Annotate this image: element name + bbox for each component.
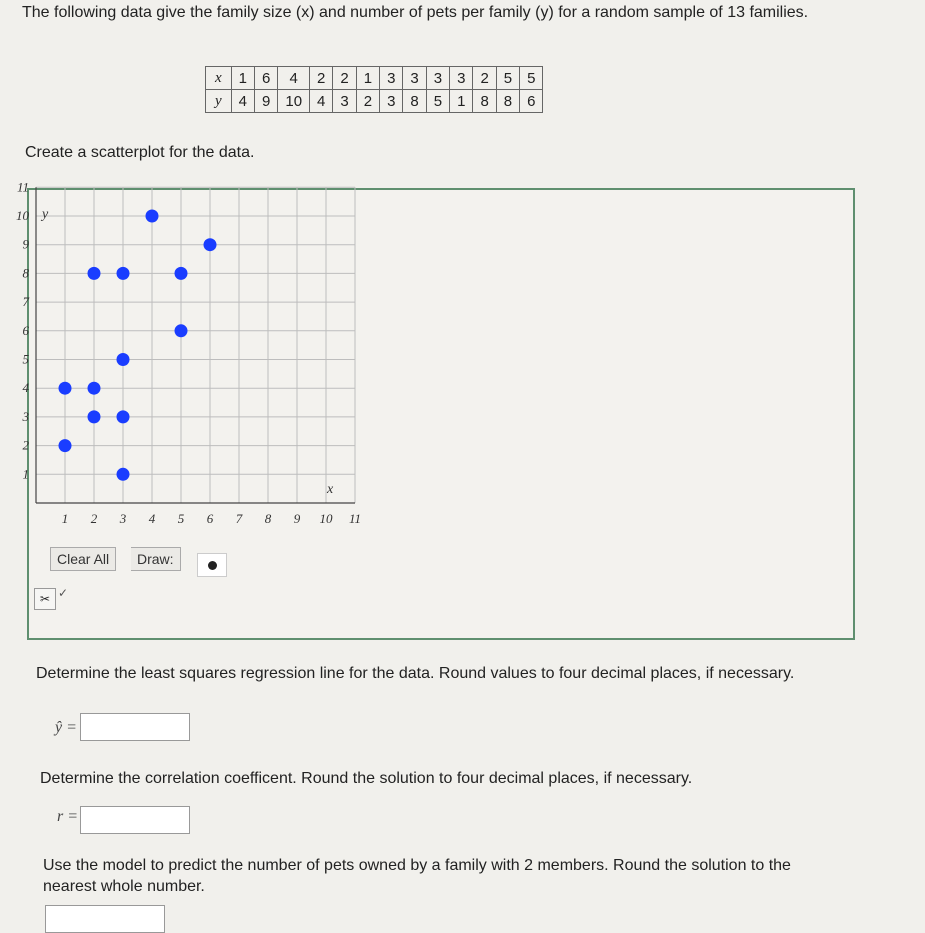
y-value-cell: 1	[450, 90, 473, 113]
check-icon: ✓	[58, 586, 69, 600]
scatterplot-prompt: Create a scatterplot for the data.	[25, 144, 255, 161]
x-tick-label: 3	[119, 511, 127, 526]
x-tick-label: 11	[348, 511, 362, 526]
correlation-prompt: Determine the correlation coefficent. Round the solution to four decimal places, if necessary.	[40, 770, 693, 787]
y-value-cell: 8	[496, 90, 519, 113]
x-tick-label: 4	[148, 511, 156, 526]
x-header: x	[206, 67, 232, 90]
x-tick-label: 1	[61, 511, 69, 526]
y-value-cell: 5	[426, 90, 449, 113]
x-value-cell: 6	[255, 67, 278, 90]
correlation-input[interactable]	[80, 806, 190, 834]
x-value-cell: 3	[380, 67, 403, 90]
y-tick-label: 2	[22, 437, 29, 453]
x-value-cell: 1	[231, 67, 254, 90]
data-point	[117, 410, 130, 423]
y-value-cell: 3	[333, 90, 356, 113]
y-value-cell: 3	[380, 90, 403, 113]
y-value-cell: 8	[403, 90, 426, 113]
y-axis-label: y	[42, 206, 49, 222]
data-table	[205, 66, 543, 113]
point-tool-icon	[208, 561, 217, 570]
x-tick-label: 6	[206, 511, 214, 526]
y-tick-label: 4	[22, 380, 29, 396]
data-point	[146, 210, 159, 223]
clear-all-button[interactable]: Clear All	[50, 547, 116, 571]
x-value-cell: 5	[520, 67, 543, 90]
x-value-cell: 4	[278, 67, 310, 90]
y-value-cell: 6	[520, 90, 543, 113]
y-value-cell: 2	[356, 90, 379, 113]
x-value-cell: 2	[473, 67, 496, 90]
x-value-cell: 3	[450, 67, 473, 90]
x-tick-label: 9	[293, 511, 301, 526]
data-point	[117, 353, 130, 366]
x-value-cell: 1	[356, 67, 379, 90]
y-value-cell: 4	[231, 90, 254, 113]
y-tick-label: 7	[22, 294, 29, 310]
data-point	[88, 410, 101, 423]
y-tick-label: 9	[22, 236, 29, 252]
y-tick-label: 8	[22, 265, 29, 281]
r-label: r =	[57, 808, 79, 825]
data-point	[175, 267, 188, 280]
prediction-input[interactable]	[45, 905, 165, 933]
draw-label: Draw:	[131, 547, 181, 571]
scatterplot-graph[interactable]	[0, 175, 400, 545]
data-point	[59, 382, 72, 395]
y-header: y	[206, 90, 232, 113]
y-value-cell: 9	[255, 90, 278, 113]
scissors-icon[interactable]: ✂	[34, 588, 56, 610]
draw-point-tool[interactable]	[197, 553, 227, 577]
x-value-cell: 3	[403, 67, 426, 90]
x-axis-label: x	[327, 482, 334, 497]
y-value-cell: 4	[310, 90, 333, 113]
y-value-cell: 10	[278, 90, 310, 113]
x-value-cell: 2	[310, 67, 333, 90]
x-value-cell: 3	[426, 67, 449, 90]
data-point	[117, 267, 130, 280]
y-row	[206, 90, 543, 113]
problem-intro: The following data give the family size (x) and number of pets per family (y) for a random sample of 13 families.	[22, 4, 809, 21]
x-tick-label: 5	[177, 511, 185, 526]
regression-input[interactable]	[80, 713, 190, 741]
y-tick-label: 3	[22, 408, 29, 424]
y-tick-label: 5	[22, 351, 29, 367]
y-tick-label: 11	[16, 179, 29, 195]
data-point	[59, 439, 72, 452]
x-row	[206, 67, 543, 90]
data-point	[88, 267, 101, 280]
x-value-cell: 2	[333, 67, 356, 90]
x-tick-label: 7	[235, 511, 243, 526]
data-point	[175, 324, 188, 337]
y-tick-label: 6	[22, 322, 29, 338]
y-value-cell: 8	[473, 90, 496, 113]
x-tick-label: 8	[264, 511, 272, 526]
data-point	[117, 468, 130, 481]
y-tick-label: 10	[16, 208, 29, 223]
x-value-cell: 5	[496, 67, 519, 90]
regression-prompt: Determine the least squares regression line for the data. Round values to four decimal places, if necessary.	[36, 665, 795, 682]
yhat-label: ŷ =	[55, 719, 77, 736]
data-point	[88, 382, 101, 395]
prediction-prompt: Use the model to predict the number of pets owned by a family with 2 members. Round the solution to the nearest whole number.	[43, 857, 791, 895]
data-point	[204, 238, 217, 251]
x-tick-label: 2	[90, 511, 98, 526]
x-tick-label: 10	[319, 511, 333, 526]
y-tick-label: 1	[22, 466, 29, 482]
